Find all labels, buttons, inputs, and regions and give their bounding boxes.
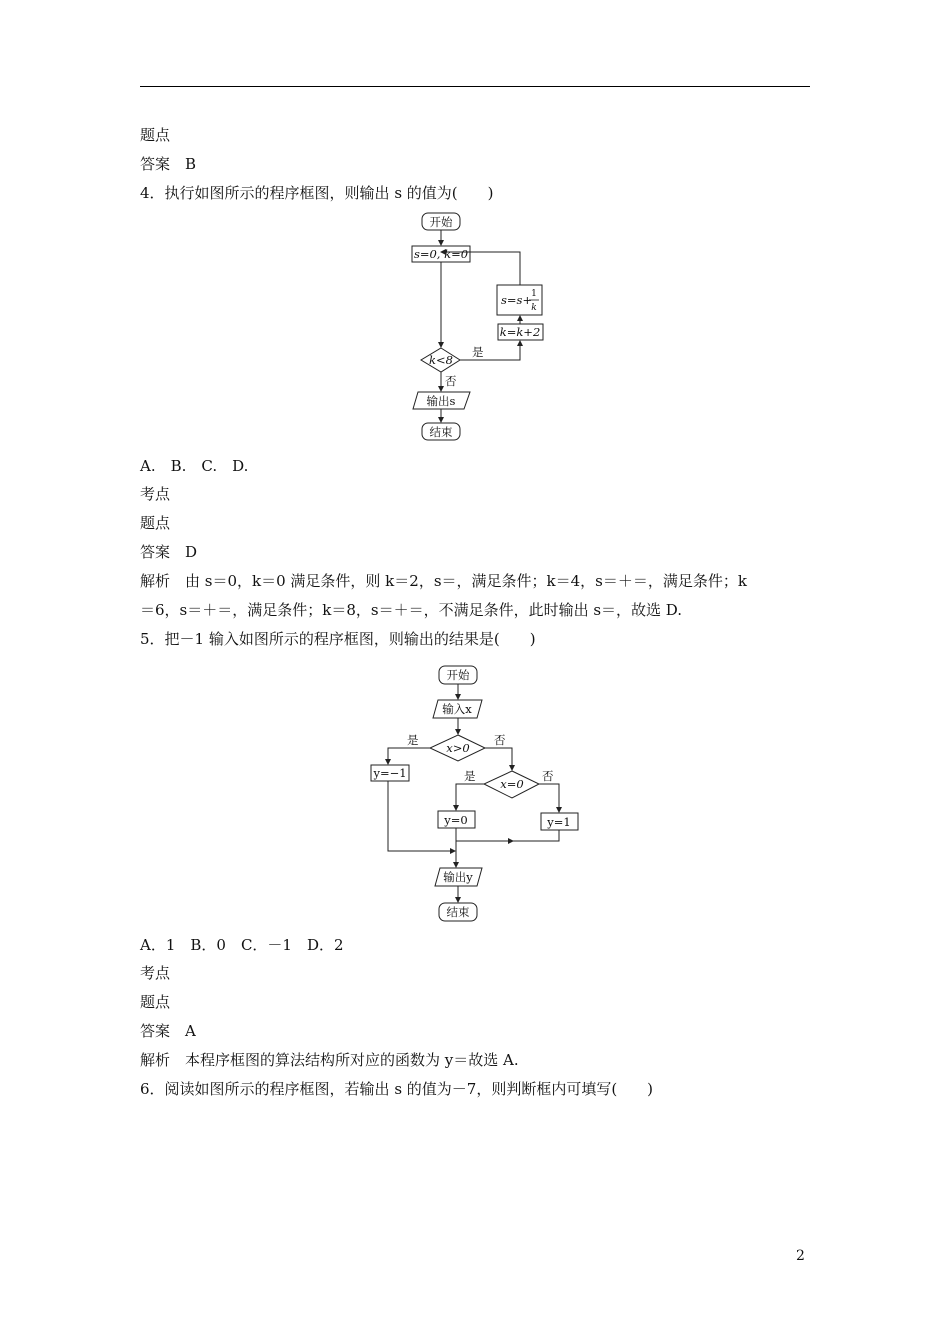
q4-condition-text: k<8 xyxy=(429,353,453,367)
q5-answer: 答案 A xyxy=(140,1022,196,1040)
q5-no-label-1: 否 xyxy=(494,733,506,747)
q5-y-zero-text: y=0 xyxy=(444,813,468,827)
q4-analysis-line1: 解析 由 s＝0，k＝0 满足条件，则 k＝2，s＝，满足条件；k＝4，s＝＋＝，满足条件；k xyxy=(140,572,747,590)
answer-line: 答案 B xyxy=(140,155,197,173)
q4-options: A. B. C. D. xyxy=(140,457,249,475)
q5-options: A．1 B．0 C．－1 D．2 xyxy=(140,936,344,954)
q5-yes-label-2: 是 xyxy=(464,769,476,783)
q5-flowchart xyxy=(365,660,585,930)
q5-start-text: 开始 xyxy=(446,668,470,682)
q4-update-k-text: k=k+2 xyxy=(499,325,541,339)
q5-output-text: 输出y xyxy=(443,870,473,884)
q5-input-text: 输入x xyxy=(442,702,472,716)
q5-tidian: 题点 xyxy=(140,993,171,1011)
tidian-label: 题点 xyxy=(140,126,171,144)
q4-end-text: 结束 xyxy=(429,425,453,439)
q4-yes-label: 是 xyxy=(472,345,484,359)
q5-end-text: 结束 xyxy=(446,905,470,919)
q4-no-label: 否 xyxy=(445,374,457,388)
q5-no-label-2: 否 xyxy=(542,769,554,783)
q4-frac-num: 1 xyxy=(531,289,537,299)
q4-kaodian: 考点 xyxy=(140,485,171,503)
q4-init-text: s=0, k=0 xyxy=(413,247,469,261)
page-number: 2 xyxy=(796,1248,805,1264)
q4-update-s-text: s=s+ xyxy=(501,293,533,307)
q4-flowchart xyxy=(400,208,560,444)
q4-output-text: 输出s xyxy=(426,394,456,408)
q4-start-text: 开始 xyxy=(429,215,453,229)
q5-yes-label-1: 是 xyxy=(407,733,419,747)
q5-analysis: 解析 本程序框图的算法结构所对应的函数为 y＝故选 A. xyxy=(140,1051,519,1069)
q4-question: 4．执行如图所示的程序框图，则输出 s 的值为( ) xyxy=(140,184,494,202)
q5-question: 5．把－1 输入如图所示的程序框图，则输出的结果是( ) xyxy=(140,630,536,648)
q5-y-neg-text: y=−1 xyxy=(373,766,407,780)
q6-question: 6．阅读如图所示的程序框图，若输出 s 的值为－7，则判断框内可填写( ) xyxy=(140,1080,654,1098)
q5-y-one-text: y=1 xyxy=(547,815,571,829)
q5-kaodian: 考点 xyxy=(140,964,171,982)
q5-condition1-text: x>0 xyxy=(446,741,470,755)
q4-analysis-line2: ＝6，s＝＋＝，满足条件；k＝8，s＝＋＝，不满足条件，此时输出 s＝，故选 D. xyxy=(140,601,683,619)
q4-answer: 答案 D xyxy=(140,543,198,561)
q4-frac-den: k xyxy=(531,303,537,313)
q5-condition2-text: x=0 xyxy=(500,777,524,791)
header-rule xyxy=(140,86,810,87)
q4-tidian: 题点 xyxy=(140,514,171,532)
